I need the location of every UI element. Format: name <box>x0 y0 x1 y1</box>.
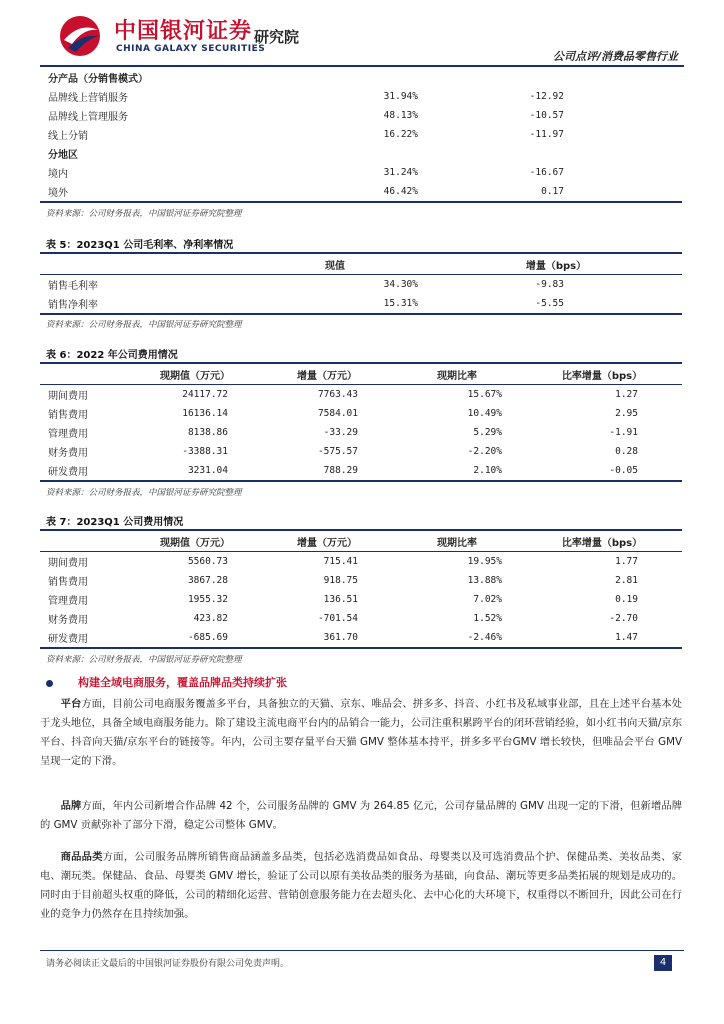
table-row <box>40 385 682 405</box>
table7 <box>40 529 682 649</box>
column-header: 现期比率 <box>437 370 477 382</box>
table-cell: -685.69 <box>187 632 228 643</box>
report-category: 公司点评/消费品零售行业 <box>552 50 678 63</box>
table-cell: 7584.01 <box>317 408 358 419</box>
paragraph-platform-text: 方面，目前公司电商服务覆盖多平台，具备独立的天猫、京东、唯品会、拼多多、抖音、小红书及私域事业部，且在上述平台基本处于龙头地位，具备全域电商服务能力。除了建设主流电商平台内的品销合一能力，公司注重积累跨平台的闭环营销经验，如小红书向天猫/京东平台、抖音向天猫/京东平台的链接等。年内，公司主要存量平台天猫 GMV 整体基本持平，拼多多平台GMV 增长较快，但唯品会平台 GMV 呈现一定的下滑。 <box>40 698 683 767</box>
table-cell: 1.47 <box>615 632 638 643</box>
table5 <box>40 252 682 315</box>
table-row <box>40 461 682 481</box>
table-row <box>40 294 682 314</box>
column-header: 现期比率 <box>437 537 477 549</box>
table-cell: 788.29 <box>323 465 358 476</box>
row-label: 线上分销 <box>48 131 88 142</box>
table-row <box>40 163 682 182</box>
table-cell: 5560.73 <box>187 556 228 567</box>
table-cell: -701.54 <box>317 613 358 624</box>
cell-ratio <box>240 144 430 163</box>
column-header: 现期值（万元） <box>160 537 230 549</box>
cell-ratio: 31.94% <box>383 91 418 102</box>
table5-header-value: 现值 <box>325 260 345 272</box>
table-cell: 361.70 <box>323 632 358 643</box>
cell-ratio: 31.24% <box>383 167 418 178</box>
cell-value: 34.30% <box>383 279 418 290</box>
paragraph-category <box>40 848 682 924</box>
brand-name-en: CHINA GALAXY SECURITIES <box>116 44 266 54</box>
cell-delta: -16.67 <box>529 167 564 178</box>
table-cell: 918.75 <box>323 575 358 586</box>
table-row <box>40 87 682 106</box>
table6 <box>40 362 682 482</box>
paragraph-platform <box>40 695 682 771</box>
row-label: 分产品（分销售模式） <box>48 74 148 85</box>
table-row <box>40 590 682 609</box>
section-heading: 构建全域电商服务，覆盖品牌品类持续扩张 <box>78 676 287 689</box>
column-header: 增量（万元） <box>297 537 357 549</box>
row-label: 境内 <box>48 169 68 180</box>
table6-title: 表 6：2022 年公司费用情况 <box>46 350 178 361</box>
table-cell: 7.02% <box>473 594 502 605</box>
paragraph-brand <box>40 797 682 835</box>
paragraph-brand-text: 方面，年内公司新增合作品牌 42 个，公司服务品牌的 GMV 为 264.85 亿元，公司存量品牌的 GMV 出现一定的下滑，但新增品牌的 GMV 贡献弥补了部分下滑，稳定公司整体 GMV。 <box>40 800 682 831</box>
table-cell: -3388.31 <box>182 446 228 457</box>
bullet-icon <box>46 680 53 687</box>
row-label: 品牌线上营销服务 <box>48 93 128 104</box>
column-header: 增量（万元） <box>297 370 357 382</box>
table-row <box>40 125 682 144</box>
table-cell: 2.10% <box>473 465 502 476</box>
table5-title: 表 5：2023Q1 公司毛利率、净利率情况 <box>46 240 234 251</box>
paragraph-category-lead: 商品品类 <box>60 851 103 863</box>
row-label: 销售毛利率 <box>48 281 98 292</box>
table-row <box>40 609 682 628</box>
header-divider <box>40 65 684 67</box>
cell-delta: -12.92 <box>529 91 564 102</box>
cell-delta: -5.55 <box>535 298 564 309</box>
footer-divider <box>40 950 684 951</box>
row-label: 管理费用 <box>48 596 88 607</box>
table-row <box>40 182 682 202</box>
row-label: 期间费用 <box>48 391 88 402</box>
row-label: 分地区 <box>48 150 78 161</box>
table-cell: -2.46% <box>467 632 502 643</box>
table6-source: 资料来源：公司财务报表，中国银河证券研究院整理 <box>46 488 242 498</box>
table-cell: 0.19 <box>615 594 638 605</box>
row-label: 品牌线上管理服务 <box>48 112 128 123</box>
table-cell: 0.28 <box>615 446 638 457</box>
column-header <box>40 530 128 552</box>
table-cell: 13.88% <box>467 575 502 586</box>
table-cell: 423.82 <box>193 613 228 624</box>
table-cell: 1955.32 <box>187 594 228 605</box>
table4-continued <box>40 68 682 203</box>
cell-ratio <box>240 68 430 87</box>
table-cell: -1.91 <box>609 427 638 438</box>
row-label: 销售费用 <box>48 577 88 588</box>
table-row <box>40 275 682 295</box>
cell-delta <box>430 68 682 87</box>
table5-header-delta: 增量（bps） <box>525 260 587 272</box>
cell-ratio: 48.13% <box>383 110 418 121</box>
column-header <box>40 363 128 385</box>
table-cell: -0.05 <box>609 465 638 476</box>
table-cell: 3867.28 <box>187 575 228 586</box>
table4-source: 资料来源：公司财务报表，中国银河证券研究院整理 <box>46 209 242 219</box>
table-cell: 136.51 <box>323 594 358 605</box>
cell-delta: -10.57 <box>529 110 564 121</box>
row-label: 财务费用 <box>48 615 88 626</box>
table-row <box>40 144 682 163</box>
table5-source: 资料来源：公司财务报表，中国银河证券研究院整理 <box>46 320 242 330</box>
table-cell: 1.77 <box>615 556 638 567</box>
table-cell: 2.95 <box>615 408 638 419</box>
table-cell: 10.49% <box>467 408 502 419</box>
cell-value: 15.31% <box>383 298 418 309</box>
table-cell: 8138.86 <box>187 427 228 438</box>
row-label: 销售净利率 <box>48 300 98 311</box>
table-row <box>40 552 682 572</box>
cell-ratio: 46.42% <box>383 186 418 197</box>
row-label: 期间费用 <box>48 558 88 569</box>
table-row <box>40 628 682 648</box>
column-header: 现期值（万元） <box>160 370 230 382</box>
table5-header-empty <box>40 253 240 275</box>
table-cell: 24117.72 <box>182 389 228 400</box>
row-label: 管理费用 <box>48 429 88 440</box>
table7-title: 表 7：2023Q1 公司费用情况 <box>46 517 184 528</box>
table-cell: 715.41 <box>323 556 358 567</box>
table-row <box>40 423 682 442</box>
footer-disclaimer: 请务必阅读正文最后的中国银河证券股份有限公司免责声明。 <box>46 959 290 969</box>
row-label: 销售费用 <box>48 410 88 421</box>
table-cell: -2.70 <box>609 613 638 624</box>
cell-delta: -9.83 <box>535 279 564 290</box>
table-row <box>40 106 682 125</box>
row-label: 研发费用 <box>48 634 88 645</box>
table-cell: -575.57 <box>317 446 358 457</box>
table-cell: 15.67% <box>467 389 502 400</box>
row-label: 境外 <box>48 188 68 199</box>
table7-source: 资料来源：公司财务报表，中国银河证券研究院整理 <box>46 655 242 665</box>
table-cell: 19.95% <box>467 556 502 567</box>
table-cell: 16136.14 <box>182 408 228 419</box>
table-cell: -2.20% <box>467 446 502 457</box>
table-row <box>40 571 682 590</box>
cell-delta <box>430 144 682 163</box>
column-header: 比率增量（bps） <box>561 370 643 382</box>
table-cell: 2.81 <box>615 575 638 586</box>
cell-ratio: 16.22% <box>383 129 418 140</box>
table-row <box>40 404 682 423</box>
row-label: 研发费用 <box>48 467 88 478</box>
brand-name-cn: 中国银河证券 <box>114 19 253 44</box>
galaxy-logo-icon <box>58 14 102 58</box>
paragraph-category-text: 方面，公司服务品牌所销售商品涵盖多品类，包括必选消费品如食品、母婴类以及可选消费品个护、保健品类、美妆品类、家电、潮玩类。保健品、食品、母婴类 GMV 增长，验证了公司以原有美妆品类的服务为基础，向食品、潮玩等更多品类拓展的规划是成功的。同时由于目前超头权重的降低，公司的精细化运营、营销创意服务能力在去超头化、去中心化的大环境下，权重得以不断回升，因此公司在行业的竞争力仍然存在且持续加强。 <box>40 851 683 920</box>
table-cell: 1.27 <box>615 389 638 400</box>
page-number: 4 <box>654 955 672 971</box>
table-cell: 3231.04 <box>187 465 228 476</box>
institute-label: 研究院 <box>254 28 300 46</box>
cell-delta: -11.97 <box>529 129 564 140</box>
table-row <box>40 68 682 87</box>
paragraph-brand-lead: 品牌 <box>60 800 82 812</box>
table-cell: 5.29% <box>473 427 502 438</box>
table-cell: -33.29 <box>323 427 358 438</box>
paragraph-platform-lead: 平台 <box>60 698 82 710</box>
table-cell: 7763.43 <box>317 389 358 400</box>
column-header: 比率增量（bps） <box>561 537 643 549</box>
table-cell: 1.52% <box>473 613 502 624</box>
table-row <box>40 442 682 461</box>
row-label: 财务费用 <box>48 448 88 459</box>
cell-delta: 0.17 <box>541 186 564 197</box>
